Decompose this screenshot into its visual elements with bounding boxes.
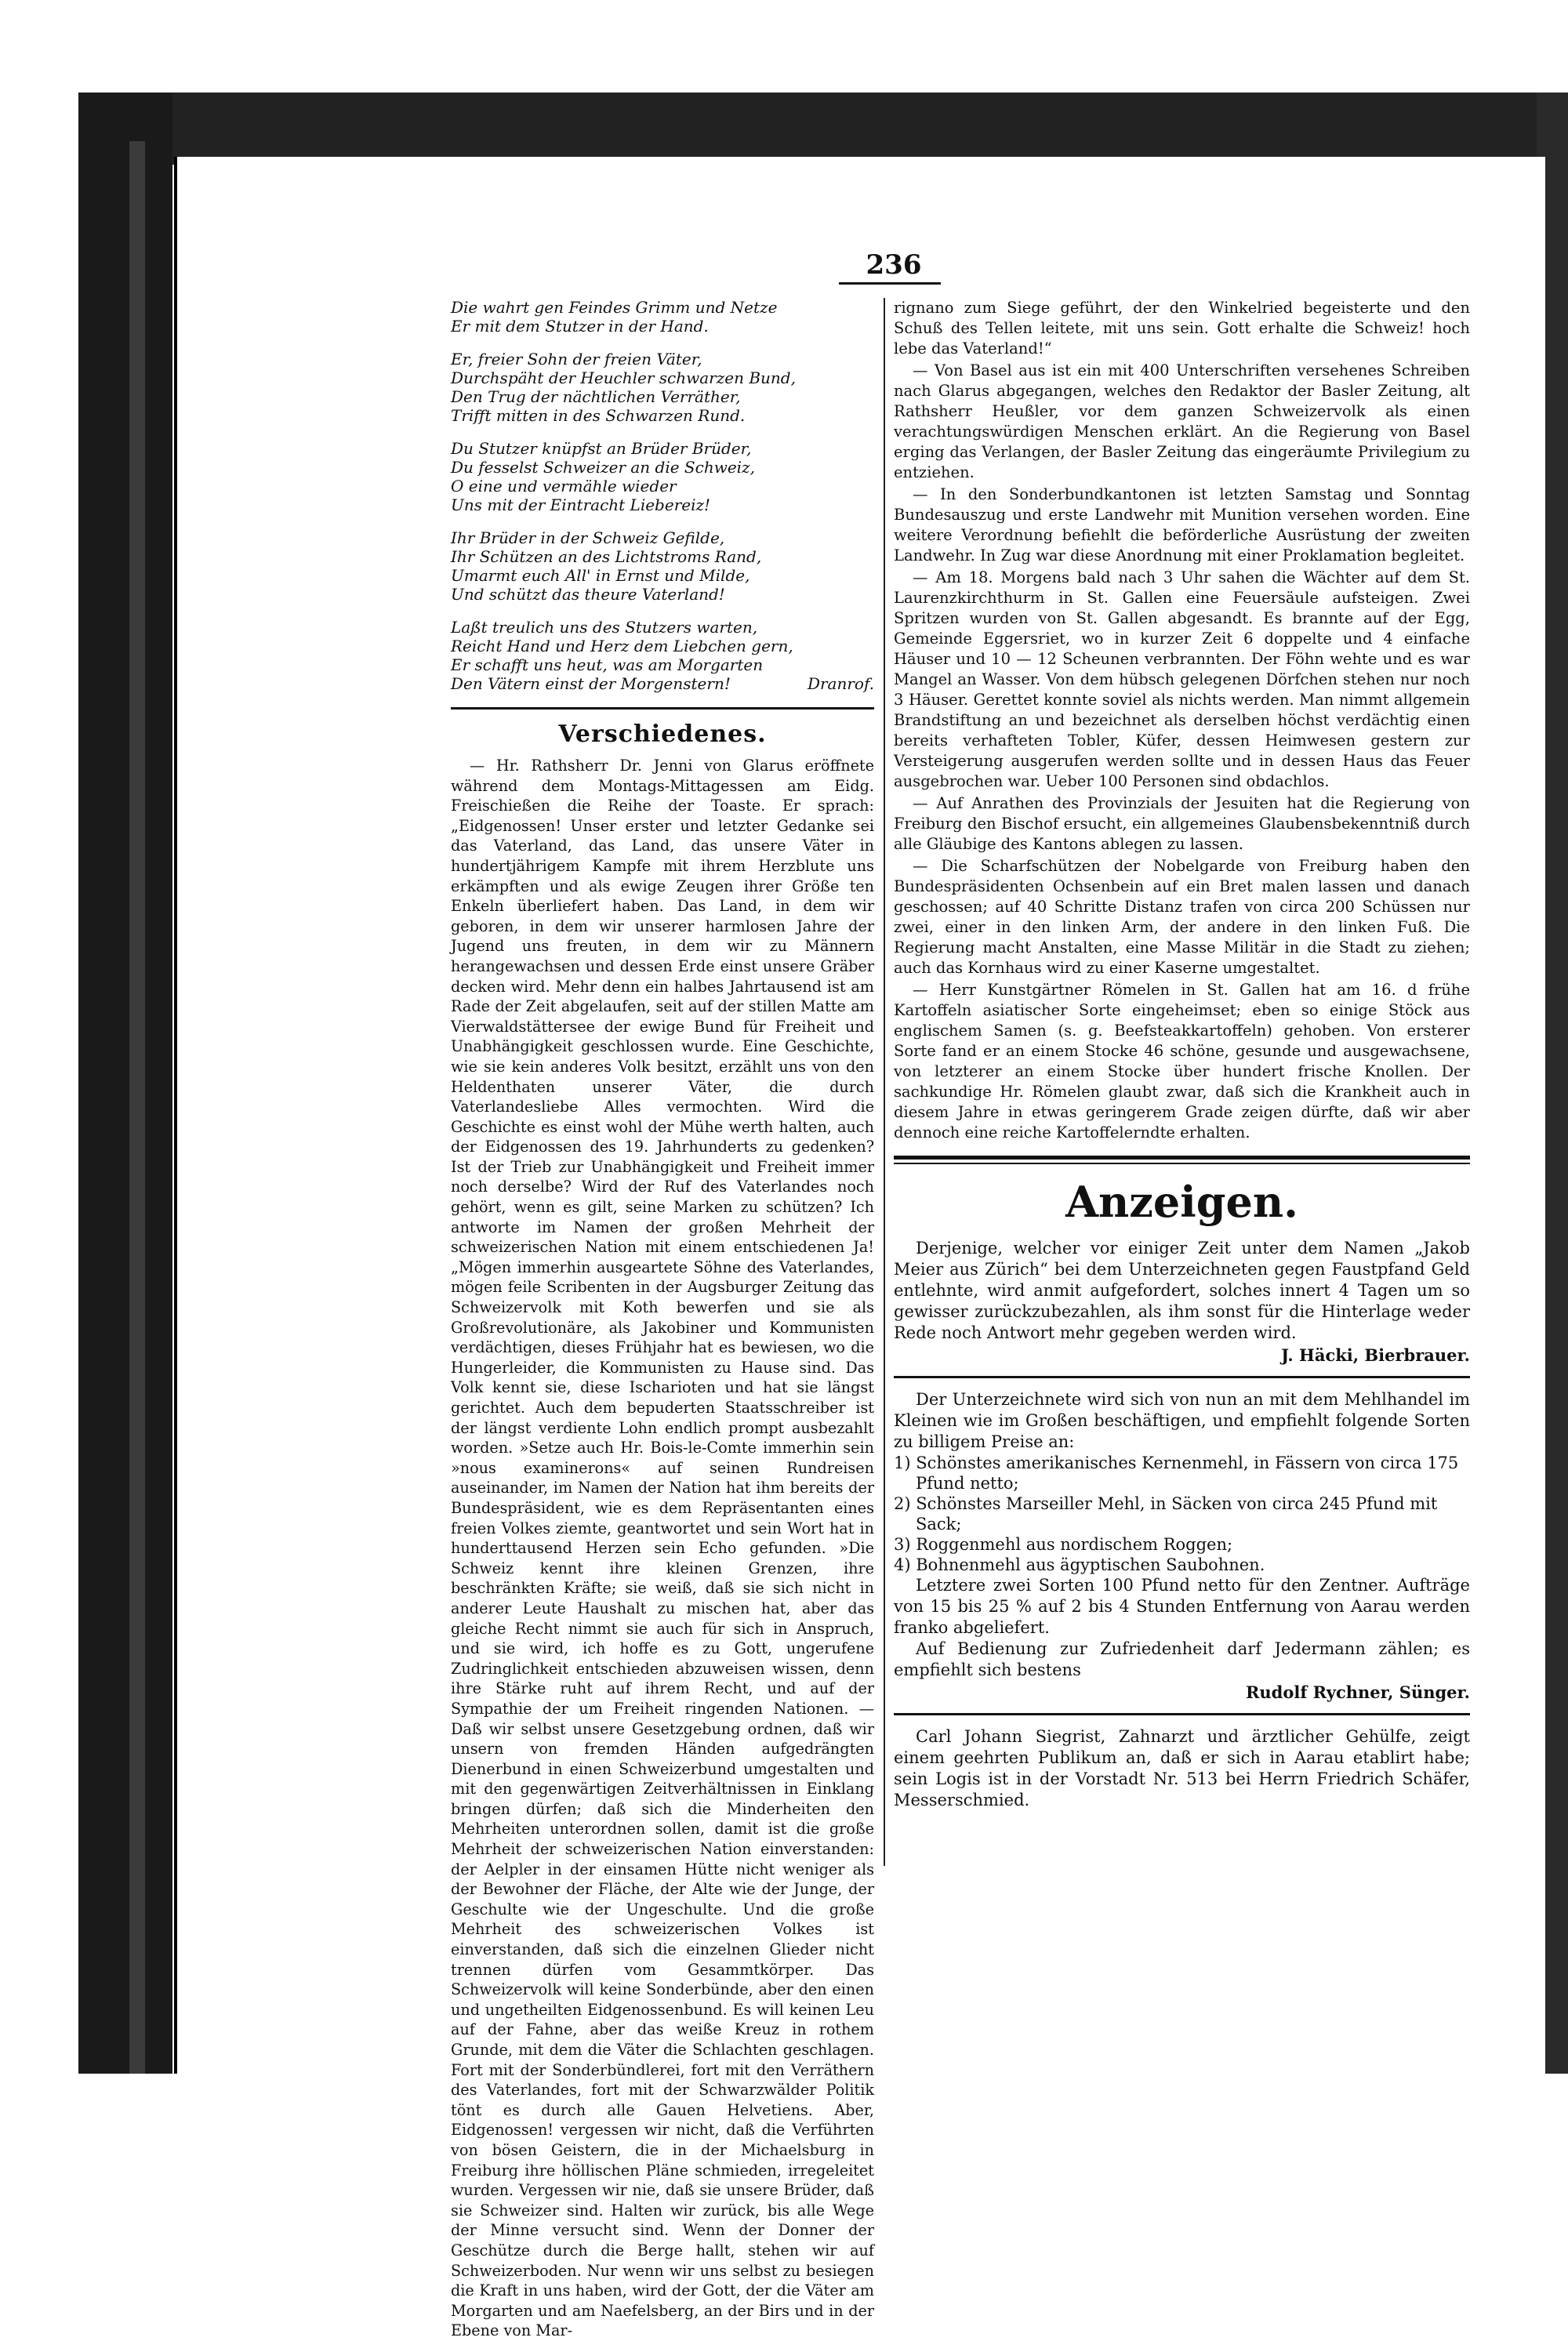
poem-line: Durchspäht der Heuchler schwarzen Bund,	[451, 368, 796, 387]
poem-line: O eine und vermähle wieder	[451, 477, 677, 495]
poem-line: Den Vätern einst der Morgenstern!	[451, 674, 731, 693]
article-paragraph: — Herr Kunstgärtner Römelen in St. Gallen hat am 16. d frühe Kartoffeln asiatischer Sorte eingeheimset; eben so einige Stöck aus englischem Samen (s. g. Beefsteakkartoffeln) gehoben. Von ersterer Sorte fand er an einem Stocke 46 schöne, gesunde und ausgewachsene, von letzterer an einem Stocke über hundert frische Knollen. Der sachkundige Hr. Römelen glaubt zwar, daß sich die Krankheit auch in diesem Jahre in etwas geringerem Grade zeigen dürfte, daß wir aber dennoch eine reiche Kartoffelerndte erhalten.	[894, 981, 1470, 1141]
poem-line: Du fesselst Schweizer an die Schweiz,	[451, 458, 755, 477]
poem-stanza	[451, 618, 874, 693]
section-title-verschiedenes: Verschiedenes.	[558, 720, 767, 748]
page-number: 236	[866, 249, 922, 281]
poem-line: Uns mit der Eintracht Liebereiz!	[451, 495, 711, 514]
poem-line: Umarmt euch All' in Ernst und Milde,	[451, 566, 750, 585]
ad-list-item: 2) Schönstes Marseiller Mehl, in Säcken von circa 245 Pfund mit Sack;	[894, 1494, 1438, 1533]
article-paragraph: — Von Basel aus ist ein mit 400 Unterschriften versehenes Schreiben nach Glarus abgegangen, welches den Redaktor der Basler Zeitung, alt Rathsherr Heußler, vor dem ganzen Schweizervolk als einen verachtungswürdigen Menschen erklärt. An die Regierung von Basel erging das Verlangen, der Basler Zeitung das eingeräumte Privilegium zu entziehen.	[894, 361, 1470, 481]
poem-stanza	[451, 528, 874, 604]
scan-left-border	[78, 93, 172, 2074]
article-paragraph: — Auf Anrathen des Provinzials der Jesuiten hat die Regierung von Freiburg den Bischof ersucht, ein allgemeines Glaubensbekenntniß durch alle Gläubige des Kantons ablegen zu lassen.	[894, 794, 1470, 853]
poem-line: Laßt treulich uns des Stutzers warten,	[451, 618, 758, 637]
poem-signature: Dranrof.	[807, 674, 874, 693]
poem-stanza	[451, 439, 874, 514]
poem-line: Den Trug der nächtlichen Verräther,	[451, 387, 741, 406]
scan-top-border	[78, 93, 1568, 165]
poem-line: Er mit dem Stutzer in der Hand.	[451, 317, 709, 336]
article-paragraph: rignano zum Siege geführt, der den Winkelried begeisterte und den Schuß des Tellen leitete, mit uns sein. Gott erhalte die Schweiz! hoch lebe das Vaterland!“	[894, 299, 1470, 358]
section-title-anzeigen: Anzeigen.	[1065, 1177, 1298, 1227]
ad-list-item: 3) Roggenmehl aus nordischem Roggen;	[894, 1535, 1233, 1554]
ad-text: Letztere zwei Sorten 100 Pfund netto für den Zentner. Aufträge von 15 bis 25 % auf 2 bis 4 Stunden Entfernung von Aarau werden franko abgeliefert.	[894, 1576, 1470, 1637]
section-double-rule	[894, 1156, 1470, 1164]
column-divider	[884, 298, 885, 1866]
article-paragraph: — Die Scharfschützen der Nobelgarde von Freiburg haben den Bundespräsidenten Ochsenbein auf ein Bret malen lassen und danach geschossen; auf 40 Schritte Distanz trafen von circa 200 Schüssen nur zwei, einer in den linken Arm, der andere in den linken Fuß. Die Regierung macht Anstalten, eine Masse Militär in die Stadt zu ziehen; auch das Kornhaus wird zu einer Kaserne umgestaltet.	[894, 857, 1470, 977]
advertisement	[894, 1389, 1470, 1702]
right-column	[894, 298, 1470, 1811]
ad-signature: J. Häcki, Bierbrauer.	[1281, 1345, 1470, 1365]
poem-line: Ihr Brüder in der Schweiz Gefilde,	[451, 528, 725, 547]
advertisement	[894, 1238, 1470, 1365]
poem-line: Er schafft uns heut, was am Morgarten	[451, 655, 764, 674]
poem-line: Und schützt das theure Vaterland!	[451, 585, 725, 604]
poem-line: Trifft mitten in des Schwarzen Rund.	[451, 406, 746, 425]
ad-text: Derjenige, welcher vor einiger Zeit unter dem Namen „Jakob Meier aus Zürich“ bei dem Unterzeichneten gegen Faustpfand Geld entlehnte, wird anmit aufgefordert, solches innert 4 Tagen um so gewisser zurückzubezahlen, als ihm sonst für die Hinterlage weder Rede noch Antwort mehr gegeben werden wird.	[894, 1239, 1470, 1342]
poem-line: Du Stutzer knüpfst an Brüder Brüder,	[451, 439, 752, 458]
ad-text: Der Unterzeichnete wird sich von nun an mit dem Mehlhandel im Kleinen wie im Großen beschäftigen, und empfiehlt folgende Sorten zu billigem Preise an:	[894, 1390, 1470, 1451]
ad-signature: Rudolf Rychner, Sünger.	[1245, 1682, 1470, 1702]
poem-stanza	[451, 350, 874, 425]
ad-list-item: 1) Schönstes amerikanisches Kernenmehl, in Fässern von circa 175 Pfund netto;	[894, 1454, 1459, 1493]
article-toast: — Hr. Rathsherr Dr. Jenni von Glarus eröffnete während dem Montags-Mittagessen am Eidg. Freischießen die Reihe der Toaste. Er sprach: „Eidgenossen! Unser erster und letzter Gedanke sei das Vaterland, das Land, das unsere Väter in hundertjährigem Kampfe mit ihrem Herzblute uns erkämpften und als ewige Zeugen ihrer Größe ten Enkeln überliefert haben. Das Land, in dem wir geboren, in dem wir unserer harmlosen Jahre der Jugend uns freuten, in dem wir zu Männern herangewachsen und dessen Erde einst unsere Gräber decken wird. Mehr denn ein halbes Jahrtausend ist am Rade der Zeit abgelaufen, seit auf der stillen Matte am Vierwaldstättersee der ewige Bund für Freiheit und Unabhängigkeit geschlossen wurde. Eine Geschichte, wie sie kein anderes Volk besitzt, erzählt uns von den Heldenthaten unserer Väter, die durch Vaterlandesliebe Alles vermochten. Wird die Geschichte es einst wohl der Mühe werth halten, auch der Eidgenossen des 19. Jahrhunderts zu gedenken? Ist der Trieb zur Unabhängigkeit und Freiheit immer noch derselbe? Wird der Ruf des Vaterlandes noch gehört, wenn es gilt, seine Marken zu schützen? Ich antworte im Namen der großen Mehrheit der schweizerischen Nation mit einem entschiedenen Ja! „Mögen immerhin ausgeartete Söhne des Vaterlandes, mögen feile Scribenten in der Augsburger Zeitung das Schweizervolk mit Koth bewerfen und sie als Großrevolutionäre, als Jakobiner und Kommunisten verdächtigen, dieses Frühjahr hat es bewiesen, wo die Hungerleider, die Kommunisten zu Hause sind. Das Volk kennt sie, diese Ischarioten und hat sie längst gerichtet. Auch dem bepuderten Staatsschreiber ist der längst verdiente Lohn endlich prompt ausbezahlt worden. »Setze auch Hr. Bois-le-Comte immerhin sein »nous examinerons« auf seinen Rundreisen auseinander, im Namen der Nation hat ihm bereits der Bundespräsident, wie es dem Repräsentanten eines freien Volkes ziemte, geantwortet und sein Wort hat in hunderttausend Herzen sein Echo gefunden. »Die Schweiz kennt ihre kleinen Grenzen, ihre beschränkten Kräfte; sie weiß, daß sie sich nicht in anderer Leute Haushalt zu mischen hat, aber das gleiche Recht nimmt sie auch für sich in Anspruch, und sie wird, ich hoffe es zu Gott, ungerufene Zudringlichkeit entschieden abzuweisen wissen, denn ihre Stärke ruht auf ihrem Recht, und auf der Sympathie der um Freiheit ringenden Nationen. — Daß wir selbst unsere Gesetzgebung ordnen, daß wir unsern von fremden Händen aufgedrängten Dienerbund in einen Schweizerbund umgestalten und mit den gegenwärtigen Zeitverhältnissen in Einklang bringen dürfen; daß sich die Minderheiten den Mehrheiten unterordnen sollen, damit ist die große Mehrheit der schweizerischen Nation einverstanden: der Aelpler in der einsamen Hütte nicht weniger als der Bewohner der Fläche, der Alte wie der Junge, der Geschulte wie der Ungeschulte. Und die große Mehrheit des schweizerischen Volkes ist einverstanden, daß sich die einzelnen Glieder nicht trennen dürfen vom Gesammtkörper. Das Schweizervolk will keine Sonderbünde, aber den einen und ungetheilten Eidgenossenbund. Es will keinen Leu auf der Fahne, aber das weiße Kreuz in rothem Grunde, mit dem die Väter die Schlachten geschlagen. Fort mit der Sonderbündlerei, fort mit den Verräthern des Vaterlandes, fort mit der Schwarzwälder Politik tönt es durch alle Gauen Helvetiens. Aber, Eidgenossen! vergessen wir nicht, daß die Verführten von bösen Geistern, die in der Michaelsburg in Freiburg ihre höllischen Pläne schmieden, irregeleitet wurden. Vergessen wir nie, daß sie unsere Brüder, daß sie Schweizer sind. Halten wir zurück, bis alle Wege der Minne versucht sind. Wenn der Donner der Geschütze durch die Berge hallt, stehen wir auf Schweizerboden. Nur wenn wir uns selbst zu besiegen die Kraft in uns haben, wird der Gott, der die Väter am Morgarten und am Naefelsberg, an der Birs und in der Ebene von Mar-	[451, 757, 874, 2340]
ad-rule	[894, 1713, 1470, 1715]
scan-margin	[0, 93, 78, 2074]
poem-stanza	[451, 298, 874, 336]
ad-text: Carl Johann Siegrist, Zahnarzt und ärztlicher Gehülfe, zeigt einem geehrten Publikum an, daß er sich in Aarau etablirt habe; sein Logis ist in der Vorstadt Nr. 513 bei Herrn Friedrich Schäfer, Messerschmied.	[894, 1727, 1470, 1809]
article-paragraph: — Am 18. Morgens bald nach 3 Uhr sahen die Wächter auf dem St. Laurenzkirchthurm in St. Gallen eine Feuersäule aufsteigen. Zwei Spritzen wurden von St. Gallen abgesandt. Es brannte auf der Egg, Gemeinde Eggersriet, wo in kurzer Zeit 6 doppelte und 4 einfache Häuser und 10 — 12 Scheunen verbrannten. Der Föhn wehte und es war Mangel an Wasser. Von dem hübsch gelegenen Dörfchen stehen nur noch 3 Häuser. Gerettet konnte soviel als nichts werden. Man nimmt allgemein Brandstiftung an und bezeichnet als derselben höchst verdächtig einen bereits verhafteten Tobler, Küfer, dessen Heimwesen gestern zur Versteigerung ausgerufen werden sollte und in dessen Haus das Feuer ausgebrochen war. Ueber 100 Personen sind obdachlos.	[894, 568, 1470, 790]
page-number-rule	[839, 282, 941, 285]
ad-rule	[894, 1376, 1470, 1378]
section-rule	[451, 707, 874, 710]
scan-binding-strip	[129, 141, 145, 2074]
poem-line: Er, freier Sohn der freien Väter,	[451, 350, 702, 368]
advertisement	[894, 1726, 1470, 1811]
poem-line: Ihr Schützen an des Lichtstroms Rand,	[451, 547, 762, 566]
poem-line: Die wahrt gen Feindes Grimm und Netze	[451, 298, 778, 317]
left-column	[451, 298, 874, 2341]
article-paragraph: — In den Sonderbundkantonen ist letzten Samstag und Sonntag Bundesauszug und erste Landwehr mit Munition versehen worden. Eine weitere Verordnung befiehlt die beförderliche Ausrüstung der zweiten Landwehr. In Zug war diese Anordnung mit einer Proklamation begleitet.	[894, 485, 1470, 564]
poem	[451, 298, 874, 693]
poem-line: Reicht Hand und Herz dem Liebchen gern,	[451, 637, 793, 655]
ad-list-item: 4) Bohnenmehl aus ägyptischen Saubohnen.	[894, 1555, 1265, 1574]
ad-text: Auf Bedienung zur Zufriedenheit darf Jedermann zählen; es empfiehlt sich bestens	[894, 1639, 1470, 1679]
